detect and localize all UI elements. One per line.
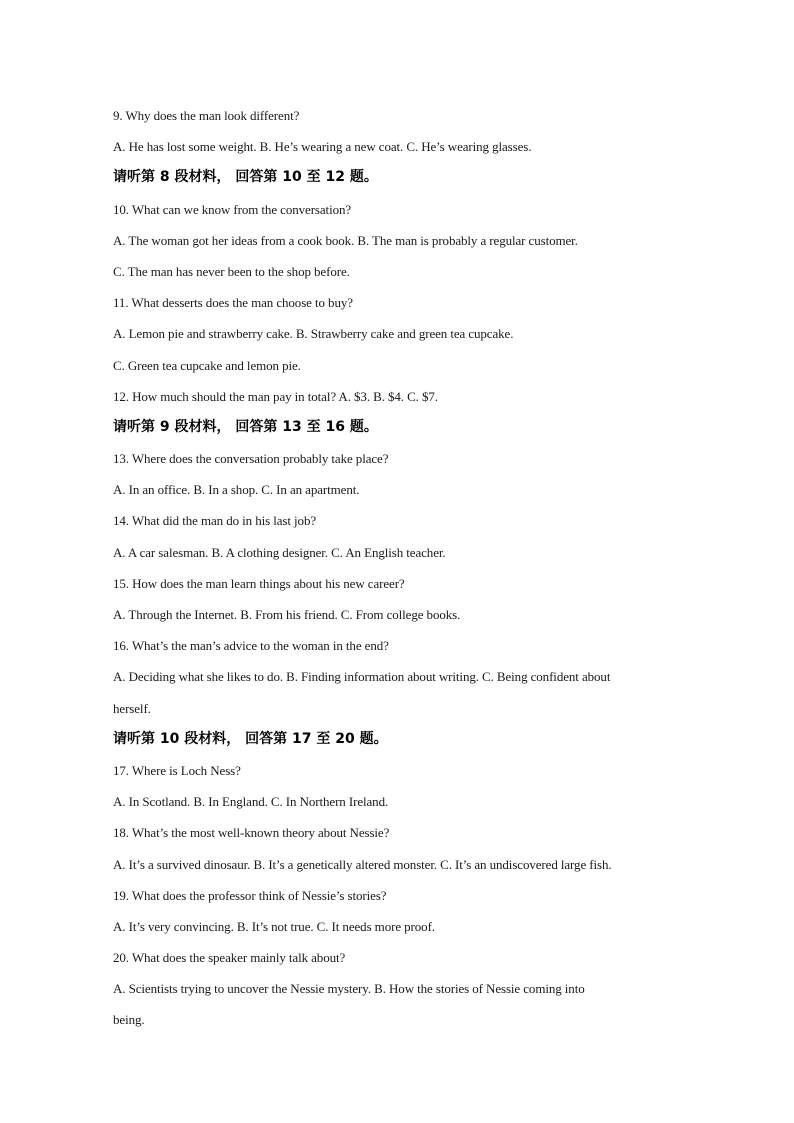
options-10-ab: A. The woman got her ideas from a cook book. B. The man is probably a regular customer. (113, 232, 578, 248)
question-11: 11. What desserts does the man choose to buy? (113, 295, 353, 311)
question-16: 16. What’s the man’s advice to the woman in the end? (113, 638, 389, 654)
options-18: A. It’s a survived dinosaur. B. It’s a genetically altered monster. C. It’s an undiscovered large fish. (113, 856, 612, 872)
question-18: 18. What’s the most well-known theory about Nessie? (113, 825, 390, 841)
options-15: A. Through the Internet. B. From his friend. C. From college books. (113, 607, 461, 622)
question-13: 13. Where does the conversation probably take place? (113, 451, 389, 467)
document-page (113, 100, 693, 1036)
question-15: 15. How does the man learn things about his new career? (113, 575, 405, 591)
options-14: A. A car salesman. B. A clothing designer. C. An English teacher. (113, 544, 446, 560)
question-9: 9. Why does the man look different? (113, 108, 300, 123)
question-12: 12. How much should the man pay in total? A. $3. B. $4. C. $7. (113, 388, 438, 404)
question-14: 14. What did the man do in his last job? (113, 513, 317, 529)
options-16: A. Deciding what she likes to do. B. Finding information about writing. C. Being confident about (113, 669, 611, 685)
question-17: 17. Where is Loch Ness? (113, 762, 241, 778)
options-19: A. It’s very convincing. B. It’s not true. C. It needs more proof. (113, 918, 435, 934)
options-20-continued: being. (113, 1012, 145, 1028)
section-heading-8: 请听第 8 段材料， 回答第 10 至 12 题。 (113, 169, 378, 186)
options-10-c: C. The man has never been to the shop before. (113, 263, 350, 279)
question-19: 19. What does the professor think of Nessie’s stories? (113, 887, 387, 903)
options-16-continued: herself. (113, 700, 151, 716)
options-13: A. In an office. B. In a shop. C. In an apartment. (113, 482, 360, 498)
question-20: 20. What does the speaker mainly talk about? (113, 950, 346, 966)
options-20: A. Scientists trying to uncover the Nessie mystery. B. How the stories of Nessie coming into (113, 981, 585, 997)
section-heading-9: 请听第 9 段材料， 回答第 13 至 16 题。 (113, 418, 378, 435)
options-9: A. He has lost some weight. B. He’s wearing a new coat. C. He’s wearing glasses. (113, 139, 532, 155)
options-11-c: C. Green tea cupcake and lemon pie. (113, 357, 301, 373)
options-17: A. In Scotland. B. In England. C. In Northern Ireland. (113, 794, 389, 810)
question-10: 10. What can we know from the conversation? (113, 201, 352, 217)
options-11-ab: A. Lemon pie and strawberry cake. B. Strawberry cake and green tea cupcake. (113, 326, 514, 342)
section-heading-10: 请听第 10 段材料， 回答第 17 至 20 题。 (113, 730, 388, 747)
